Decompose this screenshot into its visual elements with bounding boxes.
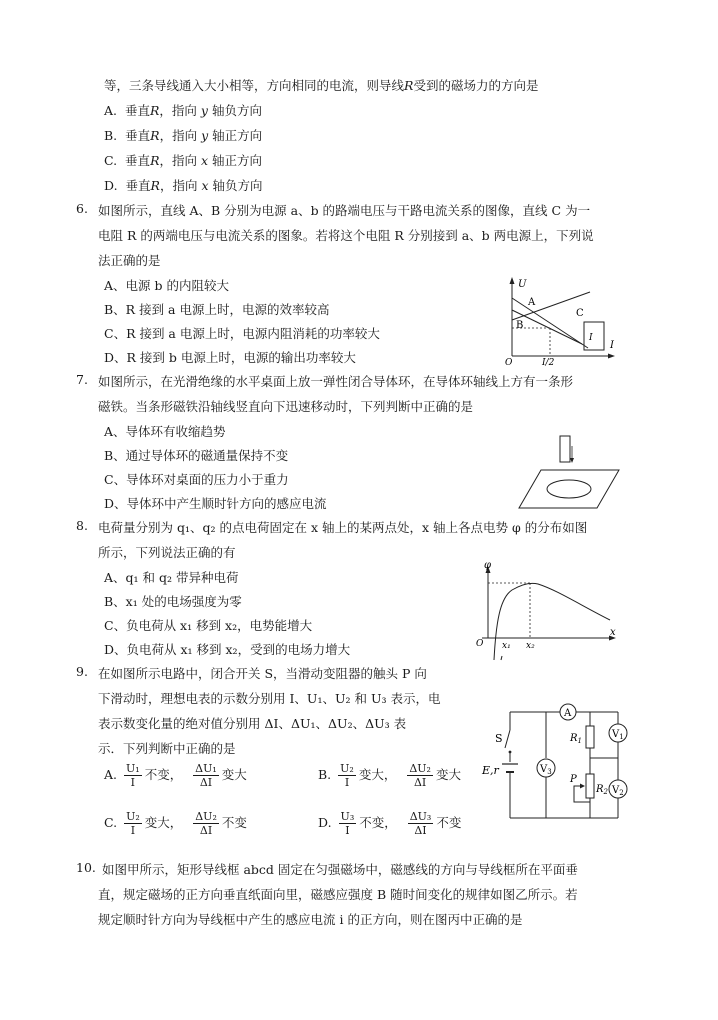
q7-option-a[interactable]: A、导体环有收缩趋势 (104, 424, 226, 439)
q10-stem-line2: 直，规定磁场的正方向垂直纸面向里，磁感应强度 B 随时间变化的规律如图乙所示。若 (98, 887, 578, 902)
q7-bar-magnet (560, 436, 570, 462)
q9-d-frac2: $\frac{\text{ΔU₃}}{\Delta I}$ (409, 810, 432, 837)
prev-option-b[interactable]: B. 垂直R，指向 y 轴正方向 (104, 128, 263, 143)
q6-stem-line2: 电阻 R 的两端电压与电流关系的图象。若将这个电阻 R 分别接到 a、b 两电源上，下列说 (98, 228, 594, 243)
q9-resistor-r1 (586, 726, 594, 748)
q6-label-box: I (589, 333, 593, 343)
q6-label-u: U (518, 279, 527, 290)
q6-ui-graph (500, 274, 620, 366)
q6-label-i: I (610, 340, 614, 351)
q9-label-p: P (570, 774, 577, 785)
q9-label-r2: $R_2$ (596, 784, 608, 796)
q8-number: 8. (76, 518, 88, 533)
q9-a-frac2: $\frac{\text{ΔU₁}}{\Delta I}$ (195, 762, 217, 789)
q6-option-c[interactable]: C、R 接到 a 电源上时，电源内阻消耗的功率较大 (104, 326, 380, 341)
q9-a-frac1: $\frac{\text{U₁}}{I}$ (126, 762, 140, 789)
q8-potential-graph (472, 562, 620, 662)
q9-d-frac1: $\frac{\text{U₃}}{I}$ (340, 810, 355, 837)
q7-option-c[interactable]: C、导体环对桌面的压力小于重力 (104, 472, 289, 487)
q10-stem-line1: 如图甲所示，矩形导线框 abcd 固定在匀强磁场中，磁感线的方向与导线框所在平面垂 (102, 862, 578, 877)
q9-option-a[interactable]: A. $\frac{\text{U₁}}{I}$ 不变， $\frac{\text{ΔU₁}}{\Delta I}$ 变大 (104, 762, 247, 789)
q8-label-x1: x₁ (502, 641, 511, 651)
q9-c-frac1: $\frac{\text{U₂}}{I}$ (126, 810, 140, 837)
q6-box (584, 322, 604, 350)
q9-c-frac2: $\frac{\text{ΔU₂}}{\Delta I}$ (195, 810, 217, 837)
q9-b-frac1: $\frac{\text{U₂}}{I}$ (340, 762, 354, 789)
q8-stem-line1: 电荷量分别为 q₁、q₂ 的点电荷固定在 x 轴上的某两点处，x 轴上各点电势 φ 的分布如图 (98, 520, 588, 535)
q8-option-c[interactable]: C、负电荷从 x₁ 移到 x₂，电势能增大 (104, 618, 313, 633)
q9-stem-line3: 表示数变化量的绝对值分别用 ΔI、ΔU₁、ΔU₂、ΔU₃ 表 (98, 716, 407, 731)
q6-arrow-i (608, 354, 615, 359)
q8-stem-line2: 所示，下列说法正确的有 (98, 545, 236, 560)
prev-question-tail: 等，三条导线通入大小相等，方向相同的电流，则导线R受到的磁场力的方向是 (104, 78, 539, 93)
q8-curve-lower-branch (501, 656, 502, 660)
q9-label-a: A (564, 708, 572, 719)
q7-option-b[interactable]: B、通过导体环的磁通量保持不变 (104, 448, 289, 463)
q8-option-a[interactable]: A、q₁ 和 q₂ 带异种电荷 (104, 570, 239, 585)
q9-b-frac2: $\frac{\text{ΔU₂}}{\Delta I}$ (409, 762, 431, 789)
q6-label-i2: I/2 (542, 358, 555, 366)
q7-magnet-ring-figure (515, 432, 625, 512)
q9-circuit-diagram (478, 702, 634, 830)
q8-label-phi: φ (484, 562, 492, 571)
q9-label-r1: $R_1$ (570, 733, 582, 745)
q9-label-s: S (495, 732, 503, 745)
q6-label-o: O (505, 358, 513, 366)
q7-option-d[interactable]: D、导体环中产生顺时针方向的感应电流 (104, 496, 327, 511)
q7-conductor-ring (547, 480, 591, 498)
q9-label-er: E,r (482, 764, 499, 777)
q9-option-b[interactable]: B. $\frac{\text{U₂}}{I}$ 变大， $\frac{\text{ΔU₂}}{\Delta I}$ 变大 (318, 762, 461, 789)
q6-option-d[interactable]: D、R 接到 b 电源上时，电源的输出功率较大 (104, 350, 356, 365)
q6-number: 6. (76, 201, 88, 216)
q9-stem-line2: 下滑动时，理想电表的示数分别用 I、U₁、U₂ 和 U₃ 表示，电 (98, 691, 441, 706)
q9-stem-line1: 在如图所示电路中，闭合开关 S，当滑动变阻器的触头 P 向 (98, 666, 427, 681)
q9-option-d[interactable]: D. $\frac{\text{U₃}}{I}$ 不变， $\frac{\text{ΔU₃}}{\Delta I}$ 不变 (318, 810, 462, 837)
q8-label-o: O (476, 639, 484, 649)
q7-table-plane (519, 470, 619, 508)
q6-label-b: B (516, 320, 524, 331)
q6-arrow-u (510, 277, 515, 284)
q6-stem-line3: 法正确的是 (98, 253, 161, 268)
q10-number: 10. (76, 860, 96, 875)
q9-switch-pivot (509, 751, 512, 754)
q6-label-a: A (528, 297, 536, 308)
q9-slider-arrow (580, 784, 585, 789)
q8-phi-curve (494, 583, 610, 660)
q9-option-c[interactable]: C. $\frac{\text{U₂}}{I}$ 变大， $\frac{\text{ΔU₂}}{\Delta I}$ 不变 (104, 810, 247, 837)
q9-switch (505, 730, 510, 748)
q6-option-a[interactable]: A、电源 b 的内阻较大 (104, 278, 229, 293)
q6-option-b[interactable]: B、R 接到 a 电源上时，电源的效率较高 (104, 302, 330, 317)
prev-option-c[interactable]: C. 垂直R，指向 x 轴正方向 (104, 153, 263, 168)
q9-number: 9. (76, 664, 88, 679)
q8-option-d[interactable]: D、负电荷从 x₁ 移到 x₂，受到的电场力增大 (104, 642, 351, 657)
q9-label-v1: $V_1$ (612, 729, 624, 741)
q7-stem-line1: 如图所示，在光滑绝缘的水平桌面上放一弹性闭合导体环，在导体环轴线上方有一条形 (98, 374, 574, 389)
prev-option-d[interactable]: D. 垂直R，指向 x 轴负方向 (104, 178, 263, 193)
q9-label-v2: $V_2$ (612, 785, 624, 797)
q8-option-b[interactable]: B、x₁ 处的电场强度为零 (104, 594, 242, 609)
prev-option-a[interactable]: A. 垂直R，指向 y 轴负方向 (104, 103, 262, 118)
q9-stem-line4: 示．下列判断中正确的是 (98, 741, 236, 756)
q8-label-x2: x₂ (526, 641, 535, 651)
q7-stem-line2: 磁铁。当条形磁铁沿轴线竖直向下迅速移动时，下列判断中正确的是 (98, 399, 474, 414)
q9-label-v3: $V_3$ (540, 764, 552, 776)
q7-arrow-head (570, 458, 574, 463)
q6-label-c: C (576, 308, 584, 319)
q10-stem-line3: 规定顺时针方向为导线框中产生的感应电流 i 的正方向，则在图丙中正确的是 (98, 912, 523, 927)
q7-number: 7. (76, 372, 88, 387)
q8-label-x: x (610, 627, 616, 638)
q9-resistor-r2 (586, 774, 594, 798)
q6-stem-line1: 如图所示，直线 A、B 分别为电源 a、b 的路端电压与干路电流关系的图像，直线 C 为一 (98, 203, 591, 218)
